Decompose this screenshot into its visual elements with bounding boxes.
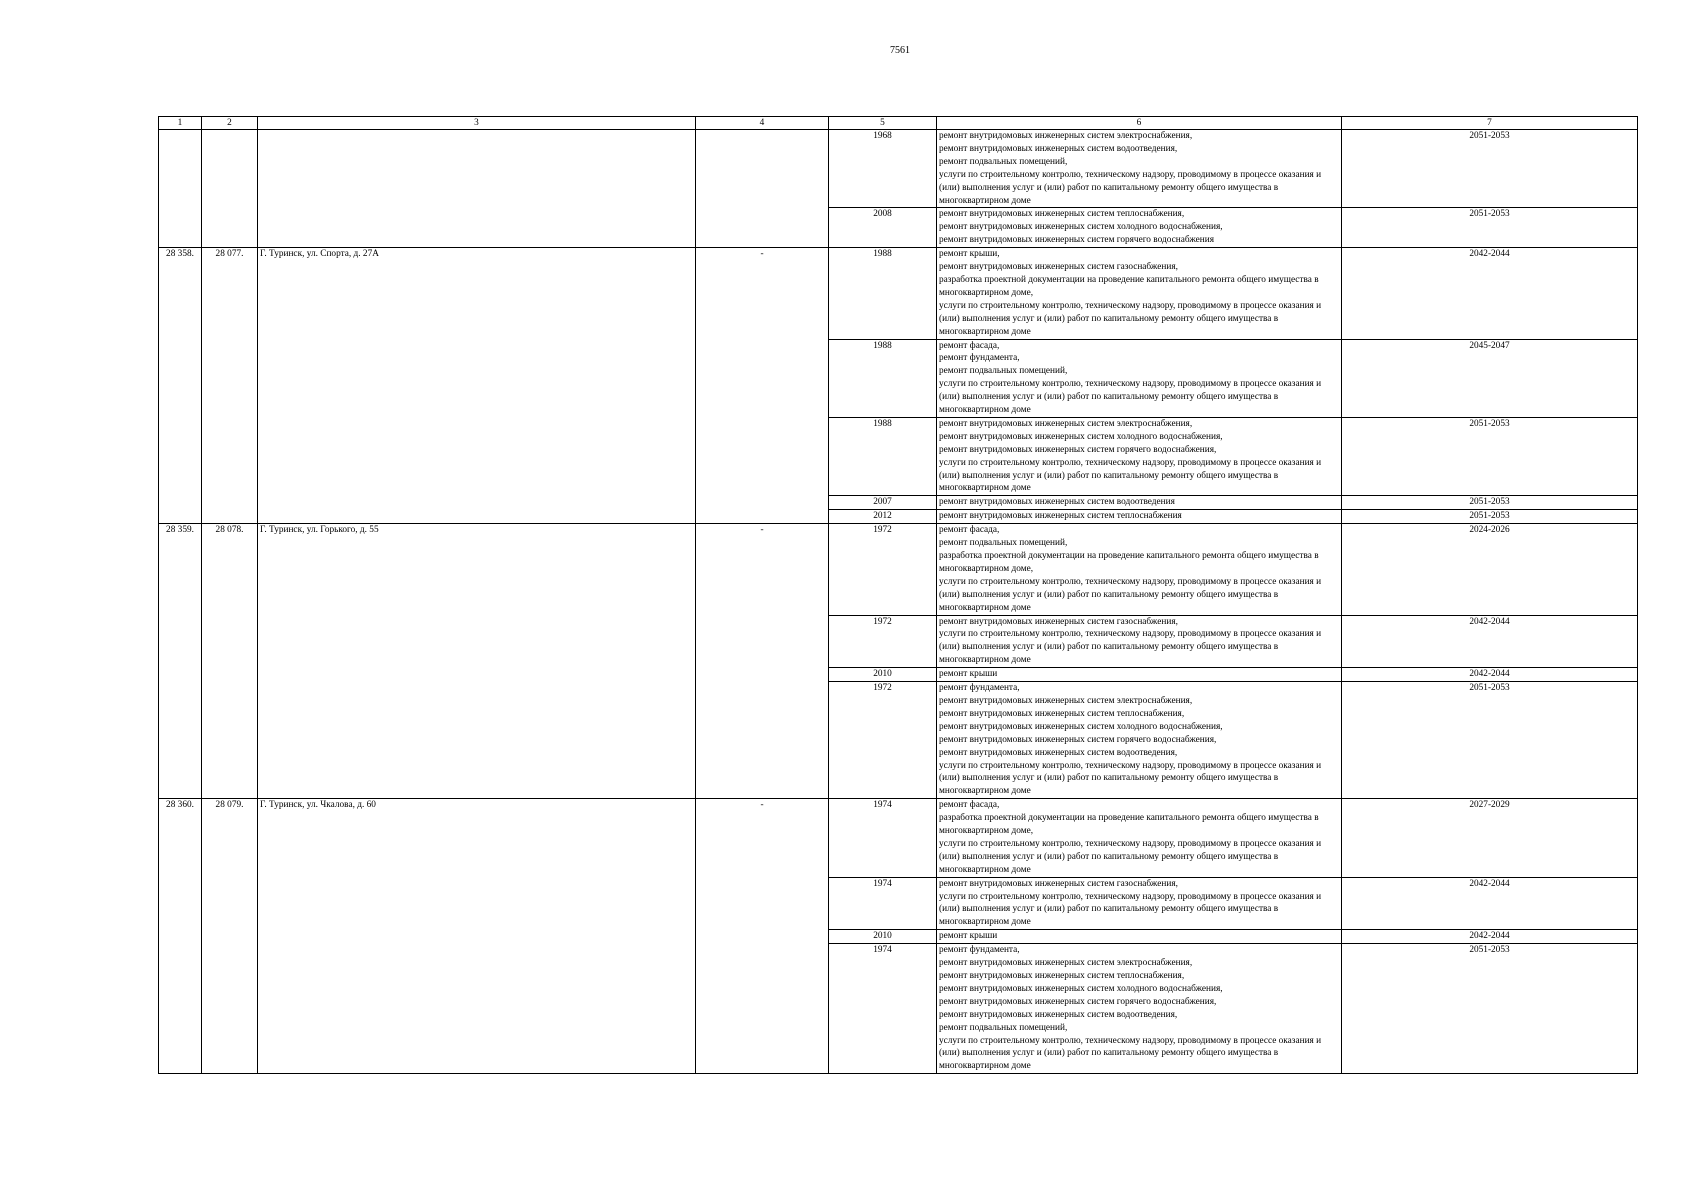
row-year: 1988 <box>829 248 937 339</box>
row-period: 2051-2053 <box>1342 510 1638 524</box>
row-period: 2042-2044 <box>1342 248 1638 339</box>
row-period: 2045-2047 <box>1342 339 1638 417</box>
header-col-6: 6 <box>937 117 1342 130</box>
row-year: 1972 <box>829 682 937 799</box>
row-year: 2007 <box>829 496 937 510</box>
row-works: ремонт внутридомовых инженерных систем электроснабжения, ремонт внутридомовых инженерных систем холодного водоснабжения, ремонт внутридомовых инженерных систем горячего водоснабжения, услуги по строительному контролю, техническому надзору, проводимому в процессе оказания и (или) выполнения услуг и (или) работ по капитальному ремонту общего имущества в многоквартирном доме <box>937 417 1342 495</box>
row-subnumber: 28 077. <box>202 248 258 524</box>
row-year: 1972 <box>829 615 937 668</box>
header-col-4: 4 <box>696 117 829 130</box>
row-works: ремонт фасада, ремонт подвальных помещений, разработка проектной документации на проведение капитального ремонта общего имущества в многоквартирном доме, услуги по строительному контролю, техническому надзору, проводимому в процессе оказания и (или) выполнения услуг и (или) работ по капитальному ремонту общего имущества в многоквартирном доме <box>937 524 1342 615</box>
row-subnumber: 28 079. <box>202 799 258 1074</box>
row-col4: - <box>696 799 829 1074</box>
row-year: 2008 <box>829 208 937 248</box>
row-period: 2042-2044 <box>1342 615 1638 668</box>
row-col4: - <box>696 248 829 524</box>
header-col-1: 1 <box>159 117 202 130</box>
row-works: ремонт внутридомовых инженерных систем водоотведения <box>937 496 1342 510</box>
row-works: ремонт внутридомовых инженерных систем газоснабжения, услуги по строительному контролю, техническому надзору, проводимому в процессе оказания и (или) выполнения услуг и (или) работ по капитальному ремонту общего имущества в многоквартирном доме <box>937 615 1342 668</box>
row-period: 2024-2026 <box>1342 524 1638 615</box>
row-subnumber <box>202 130 258 248</box>
row-year: 1974 <box>829 944 937 1074</box>
row-period: 2051-2053 <box>1342 130 1638 208</box>
row-subnumber: 28 078. <box>202 524 258 799</box>
header-col-7: 7 <box>1342 117 1638 130</box>
header-col-5: 5 <box>829 117 937 130</box>
row-period: 2051-2053 <box>1342 208 1638 248</box>
row-number: 28 358. <box>159 248 202 524</box>
row-period: 2051-2053 <box>1342 944 1638 1074</box>
row-period: 2027-2029 <box>1342 799 1638 877</box>
row-period: 2051-2053 <box>1342 417 1638 495</box>
row-address: Г. Туринск, ул. Чкалова, д. 60 <box>258 799 696 1074</box>
table-row <box>159 524 1638 615</box>
row-works: ремонт внутридомовых инженерных систем электроснабжения, ремонт внутридомовых инженерных систем водоотведения, ремонт подвальных помещений, услуги по строительному контролю, техническому надзору, проводимому в процессе оказания и (или) выполнения услуг и (или) работ по капитальному ремонту общего имущества в многоквартирном доме <box>937 130 1342 208</box>
row-year: 1968 <box>829 130 937 208</box>
row-address: Г. Туринск, ул. Спорта, д. 27А <box>258 248 696 524</box>
row-works: ремонт внутридомовых инженерных систем теплоснабжения, ремонт внутридомовых инженерных систем холодного водоснабжения, ремонт внутридомовых инженерных систем горячего водоснабжения <box>937 208 1342 248</box>
row-works: ремонт внутридомовых инженерных систем теплоснабжения <box>937 510 1342 524</box>
row-number <box>159 130 202 248</box>
row-year: 1988 <box>829 417 937 495</box>
row-year: 1988 <box>829 339 937 417</box>
page-number: 7561 <box>890 45 910 56</box>
row-number: 28 360. <box>159 799 202 1074</box>
row-col4: - <box>696 524 829 799</box>
row-address: Г. Туринск, ул. Горького, д. 55 <box>258 524 696 799</box>
row-period: 2042-2044 <box>1342 930 1638 944</box>
row-works: ремонт крыши, ремонт внутридомовых инженерных систем газоснабжения, разработка проектной документации на проведение капитального ремонта общего имущества в многоквартирном доме, услуги по строительному контролю, техническому надзору, проводимому в процессе оказания и (или) выполнения услуг и (или) работ по капитальному ремонту общего имущества в многоквартирном доме <box>937 248 1342 339</box>
table-row <box>159 799 1638 877</box>
row-year: 1974 <box>829 799 937 877</box>
table-row <box>159 130 1638 208</box>
header-col-2: 2 <box>202 117 258 130</box>
row-works: ремонт крыши <box>937 668 1342 682</box>
row-works: ремонт фасада, ремонт фундамента, ремонт подвальных помещений, услуги по строительному контролю, техническому надзору, проводимому в процессе оказания и (или) выполнения услуг и (или) работ по капитальному ремонту общего имущества в многоквартирном доме <box>937 339 1342 417</box>
row-period: 2051-2053 <box>1342 682 1638 799</box>
row-works: ремонт внутридомовых инженерных систем газоснабжения, услуги по строительному контролю, техническому надзору, проводимому в процессе оказания и (или) выполнения услуг и (или) работ по капитальному ремонту общего имущества в многоквартирном доме <box>937 877 1342 930</box>
row-works: ремонт крыши <box>937 930 1342 944</box>
row-year: 1972 <box>829 524 937 615</box>
repair-schedule-table <box>158 116 1638 1074</box>
table-row <box>159 248 1638 339</box>
row-year: 2010 <box>829 668 937 682</box>
row-works: ремонт фундамента, ремонт внутридомовых инженерных систем электроснабжения, ремонт внутридомовых инженерных систем теплоснабжения, ремонт внутридомовых инженерных систем холодного водоснабжения, ремонт внутридомовых инженерных систем горячего водоснабжения, ремонт внутридомовых инженерных систем водоотведения, услуги по строительному контролю, техническому надзору, проводимому в процессе оказания и (или) выполнения услуг и (или) работ по капитальному ремонту общего имущества в многоквартирном доме <box>937 682 1342 799</box>
header-row <box>159 117 1638 130</box>
row-period: 2051-2053 <box>1342 496 1638 510</box>
row-year: 2010 <box>829 930 937 944</box>
row-year: 2012 <box>829 510 937 524</box>
row-year: 1974 <box>829 877 937 930</box>
row-period: 2042-2044 <box>1342 668 1638 682</box>
row-number: 28 359. <box>159 524 202 799</box>
header-col-3: 3 <box>258 117 696 130</box>
row-period: 2042-2044 <box>1342 877 1638 930</box>
row-address <box>258 130 696 248</box>
row-works: ремонт фасада, разработка проектной документации на проведение капитального ремонта общего имущества в многоквартирном доме, услуги по строительному контролю, техническому надзору, проводимому в процессе оказания и (или) выполнения услуг и (или) работ по капитальному ремонту общего имущества в многоквартирном доме <box>937 799 1342 877</box>
row-works: ремонт фундамента, ремонт внутридомовых инженерных систем электроснабжения, ремонт внутридомовых инженерных систем теплоснабжения, ремонт внутридомовых инженерных систем холодного водоснабжения, ремонт внутридомовых инженерных систем горячего водоснабжения, ремонт внутридомовых инженерных систем водоотведения, ремонт подвальных помещений, услуги по строительному контролю, техническому надзору, проводимому в процессе оказания и (или) выполнения услуг и (или) работ по капитальному ремонту общего имущества в многоквартирном доме <box>937 944 1342 1074</box>
row-col4 <box>696 130 829 248</box>
